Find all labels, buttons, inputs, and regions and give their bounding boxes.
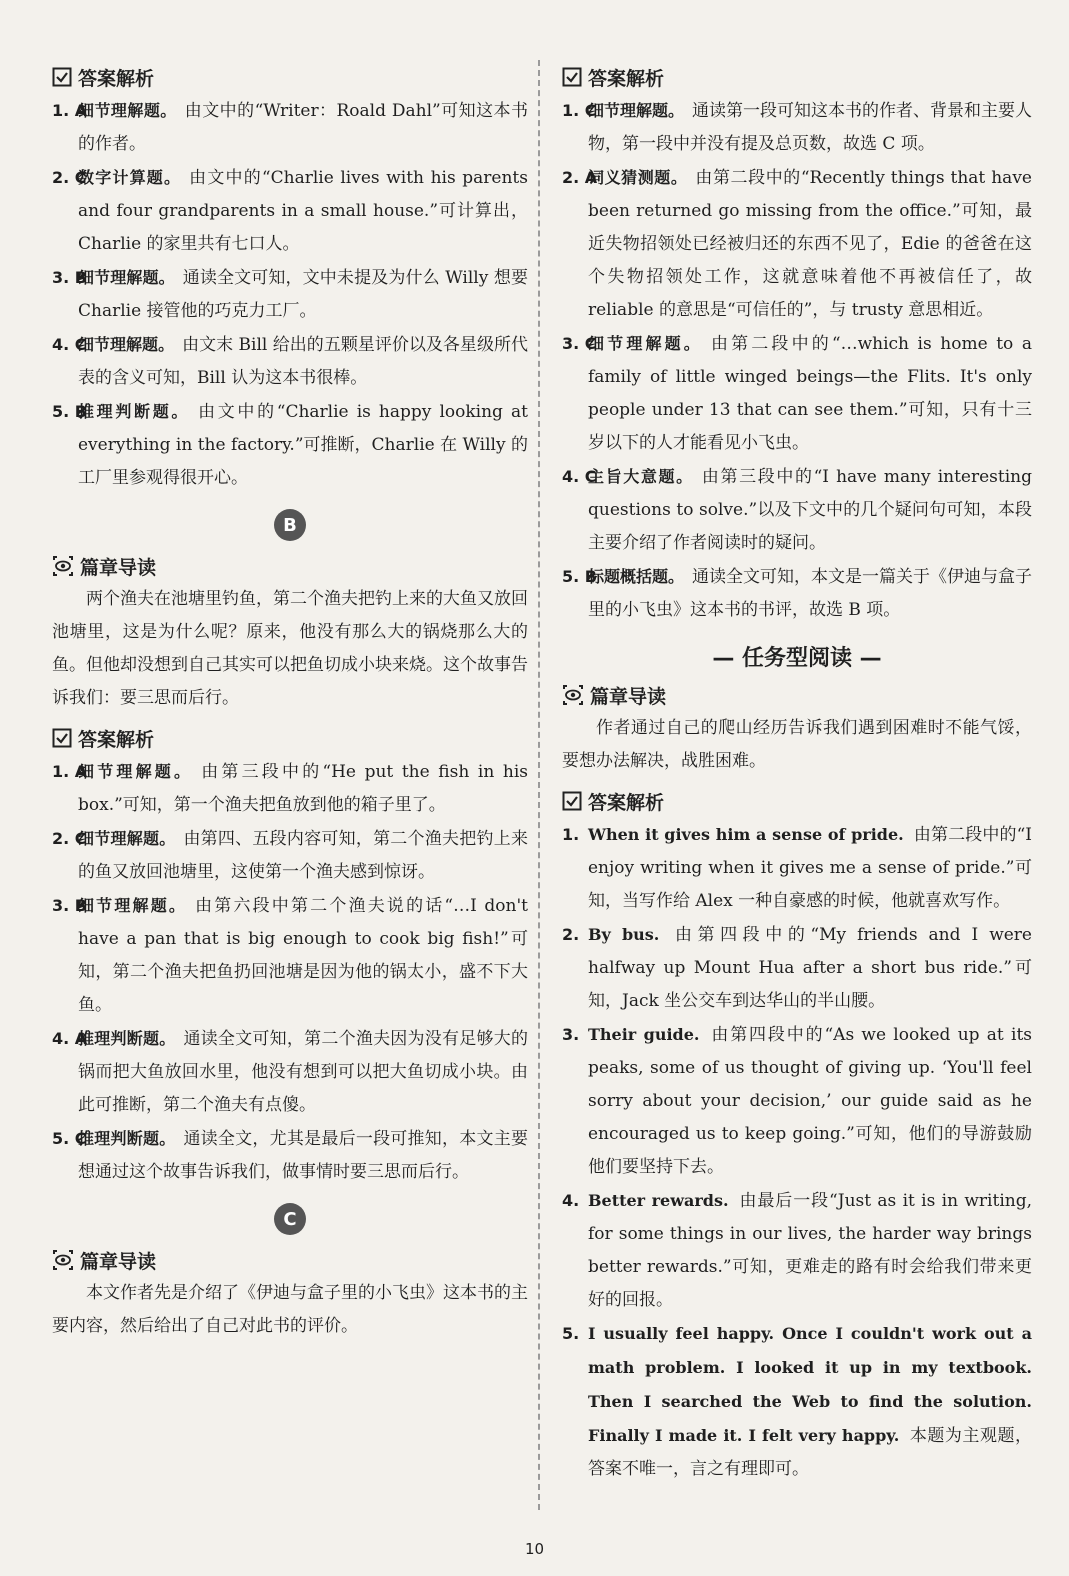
question-type: 推理判断题。 [78, 402, 191, 421]
answer-text: I usually feel happy. Once I couldn't work out a math problem. I looked it up in my textbook. Then I searched the Web to find the solution. Finally I made it. I felt very happy. [588, 1324, 1032, 1445]
answer-item [52, 161, 528, 261]
answer-number: 1. A [52, 762, 88, 781]
heading-text: 篇章导读 [80, 1250, 157, 1273]
checkbox-icon [52, 67, 72, 87]
passage-guide-heading [562, 678, 1032, 712]
answer-item [52, 261, 528, 328]
section-badge-b: B [274, 509, 306, 541]
explanation: 由文中的“Charlie lives with his parents and four grandparents in a small house.”可计算出，Charlie 的家里共有七口人。 [78, 168, 528, 254]
answer-item [52, 889, 528, 1022]
answer-text: Better rewards. [588, 1191, 729, 1210]
answer-analysis-heading [52, 721, 528, 755]
page-number: 10 [524, 1540, 545, 1558]
answer-number: 2. [562, 925, 580, 944]
question-type: 细节理解题。 [78, 896, 188, 915]
eye-icon [52, 556, 74, 576]
question-type: 细节理解题。 [78, 762, 194, 781]
answer-list [52, 94, 528, 495]
column-divider [538, 60, 540, 1510]
explanation: 由文中的“Charlie is happy looking at everything in the factory.”可推断，Charlie 在 Willy 的工厂里参观得很开心。 [78, 402, 528, 488]
answer-text: When it gives him a sense of pride. [588, 825, 904, 844]
explanation: 通读全文可知，第二个渔夫因为没有足够大的锅而把大鱼放回水里，他没有想到可以把大鱼切成小块。由此可推断，第二个渔夫有点傻。 [78, 1029, 528, 1115]
checkbox-icon [52, 728, 72, 748]
answer-item [562, 560, 1032, 627]
answer-item [562, 94, 1032, 161]
answer-item [52, 822, 528, 889]
answer-analysis-heading [562, 60, 1032, 94]
answer-number: 3. B [52, 268, 87, 287]
question-type: 推理判断题。 [78, 1129, 176, 1148]
question-type: 细节理解题。 [78, 101, 177, 120]
question-type: 细节理解题。 [78, 335, 175, 354]
explanation: 由第四段中的“As we looked up at its peaks, some of us thought of giving up. ‘You'll feel sorry about your decision,’ our guide said as he encouraged us to keep going.”可知，他们的导游鼓励他们要坚持下去。 [588, 1025, 1033, 1177]
question-type: 推理判断题。 [78, 1029, 176, 1048]
explanation: 本题为主观题，答案不唯一，言之有理即可。 [588, 1426, 1032, 1479]
answer-number: 1. [562, 825, 580, 844]
passage-guide-heading [52, 1243, 528, 1277]
explanation: 由第六段中第二个渔夫说的话“…I don't have a pan that is big enough to cook big fish!”可知，第二个渔夫把鱼扔回池塘是因为他的锅太小，盛不下大鱼。 [78, 896, 528, 1015]
answer-item [562, 1018, 1032, 1184]
answer-number: 2. C [52, 829, 87, 848]
answer-item [562, 161, 1032, 327]
heading-text: 答案解析 [588, 791, 665, 814]
heading-text: 答案解析 [78, 728, 155, 751]
answer-number: 5. B [52, 402, 87, 421]
answer-analysis-heading [562, 784, 1032, 818]
explanation: 由第二段中的“…which is home to a family of little winged beings—the Flits. It's only people under 13 that can see them.”可知，只有十三岁以下的人才能看见小飞虫。 [588, 334, 1032, 453]
explanation: 通读全文可知，文中未提及为什么 Willy 想要 Charlie 接管他的巧克力工厂。 [78, 268, 528, 321]
answer-number: 4. C [52, 335, 87, 354]
answer-number: 5. [562, 1324, 580, 1343]
answer-item [562, 460, 1032, 560]
answer-item [52, 94, 528, 161]
question-type: 细节理解题。 [78, 829, 176, 848]
eye-icon [562, 685, 584, 705]
explanation: 由最后一段“Just as it is in writing, for some things in our lives, the harder way brings better rewards.”可知，更难走的路有时会给我们带来更好的回报。 [588, 1191, 1032, 1310]
answer-list [52, 755, 528, 1189]
answer-item [562, 327, 1032, 460]
left-column [52, 56, 528, 1343]
explanation: 通读全文，尤其是最后一段可推知，本文主要想通过这个故事告诉我们，做事情时要三思而后行。 [78, 1129, 528, 1182]
answer-number: 3. B [52, 896, 87, 915]
heading-text: 答案解析 [78, 67, 155, 90]
passage-guide-text: 本文作者先是介绍了《伊迪与盒子里的小飞虫》这本书的主要内容，然后给出了自己对此书的评价。 [52, 1283, 528, 1336]
task-reading-title: — 任务型阅读 — [712, 646, 882, 671]
answer-number: 4. [562, 1191, 580, 1210]
answer-number: 1. A [52, 101, 88, 120]
passage-guide-text: 作者通过自己的爬山经历告诉我们遇到困难时不能气馁，要想办法解决，战胜困难。 [562, 718, 1032, 771]
explanation: 由第二段中的“Recently things that have been returned go missing from the office.”可知，最近失物招领处已经被归还的东西不见了，Edie 的爸爸在这个失物招领处工作，这就意味着他不再被信任了，故 reliable 的意思是“可信任的”，与 trusty 意思相近。 [588, 168, 1032, 320]
passage-guide-heading [52, 549, 528, 583]
question-type: 标题概括题。 [588, 567, 685, 586]
answer-number: 2. C [52, 168, 87, 187]
answer-number: 1. C [562, 101, 597, 120]
answer-number: 2. A [562, 168, 598, 187]
checkbox-icon [562, 67, 582, 87]
answer-list [562, 94, 1032, 627]
explanation: 由文中的“Writer：Roald Dahl”可知这本书的作者。 [78, 101, 528, 154]
explanation: 由第二段中的“I enjoy writing when it gives me a sense of pride.”可知，当写作给 Alex 一种自豪感的时候，他就喜欢写作。 [588, 825, 1033, 911]
explanation: 由第四、五段内容可知，第二个渔夫把钓上来的鱼又放回池塘里，这使第一个渔夫感到惊讶。 [78, 829, 528, 882]
answer-number: 3. C [562, 334, 597, 353]
answer-item [562, 818, 1032, 918]
answer-item [52, 1122, 528, 1189]
explanation: 由第四段中的“My friends and I were halfway up Mount Hua after a short bus ride.”可知，Jack 坐公交车到达华山的半山腰。 [588, 925, 1032, 1011]
explanation: 通读全文可知，本文是一篇关于《伊迪与盒子里的小飞虫》这本书的书评，故选 B 项。 [588, 567, 1033, 620]
answer-item [562, 1184, 1032, 1317]
right-column [562, 56, 1032, 1486]
explanation: 由文末 Bill 给出的五颗星评价以及各星级所代表的含义可知，Bill 认为这本书很棒。 [78, 335, 528, 388]
answer-number: 4. C [562, 467, 597, 486]
answer-text: Their guide. [588, 1025, 700, 1044]
answer-item [562, 918, 1032, 1018]
answer-analysis-heading [52, 60, 528, 94]
question-type: 主旨大意题。 [588, 467, 694, 486]
answer-number: 5. B [562, 567, 597, 586]
answer-number: 3. [562, 1025, 580, 1044]
question-type: 细节理解题。 [588, 334, 703, 353]
question-type: 数字计算题。 [78, 168, 182, 187]
section-badge-c: C [274, 1203, 306, 1235]
answer-text: By bus. [588, 925, 660, 944]
answer-list [562, 818, 1032, 1486]
heading-text: 篇章导读 [590, 685, 667, 708]
heading-text: 答案解析 [588, 67, 665, 90]
answer-item [52, 328, 528, 395]
answer-number: 5. C [52, 1129, 87, 1148]
answer-item [52, 1022, 528, 1122]
passage-guide-text: 两个渔夫在池塘里钓鱼，第二个渔夫把钓上来的大鱼又放回池塘里，这是为什么呢？原来，他没有那么大的锅烧那么大的鱼。但他却没想到自己其实可以把鱼切成小块来烧。这个故事告诉我们：要三思而后行。 [52, 589, 528, 708]
eye-icon [52, 1250, 74, 1270]
explanation: 由第三段中的“He put the fish in his box.”可知，第一个渔夫把鱼放到他的箱子里了。 [78, 762, 528, 815]
question-type: 细节理解题。 [588, 101, 685, 120]
question-type: 词义猜测题。 [588, 168, 688, 187]
answer-item [52, 755, 528, 822]
answer-item [52, 395, 528, 495]
answer-number: 4. A [52, 1029, 88, 1048]
question-type: 细节理解题。 [78, 268, 175, 287]
explanation: 由第三段中的“I have many interesting questions to solve.”以及下文中的几个疑问句可知，本段主要介绍了作者阅读时的疑问。 [588, 467, 1032, 553]
checkbox-icon [562, 791, 582, 811]
explanation: 通读第一段可知这本书的作者、背景和主要人物，第一段中并没有提及总页数，故选 C 项。 [588, 101, 1033, 154]
heading-text: 篇章导读 [80, 556, 157, 579]
answer-item [562, 1317, 1032, 1486]
